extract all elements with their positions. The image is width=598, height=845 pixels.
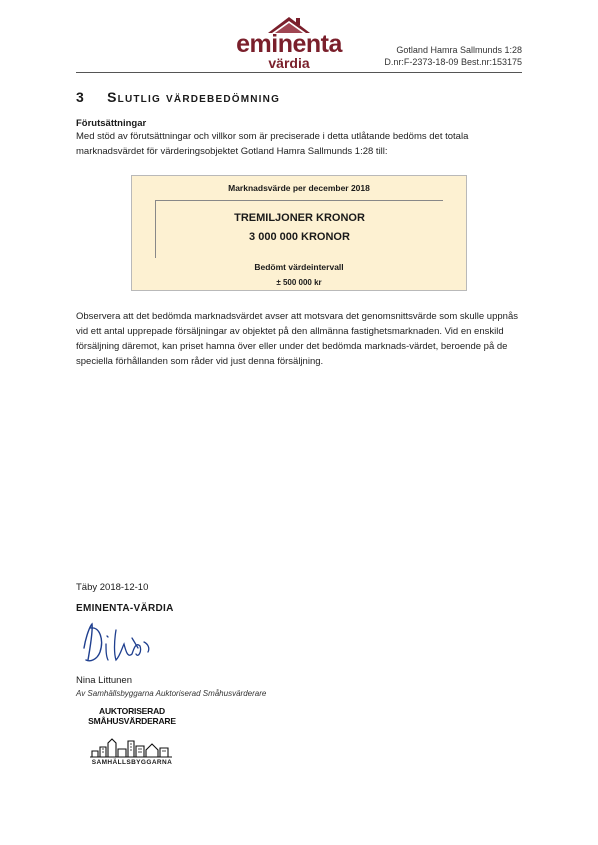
stamp-line-1: AUKTORISERAD: [99, 706, 165, 716]
note-paragraph: Observera att det bedömda marknadsvärdet avser att motsvara det genomsnittsvärde som skulle uppnås vid ett antal upprepade försäljningar av objektet på den allmänna fastighetsmarknaden. Vid en enskild försäljning däremot, kan priset hamna över eller under det bedömda marknads-värdet, beroende på de speciella förhållanden som råder vid just denna försäljning.: [76, 311, 518, 367]
signer-name: Nina Littunen: [76, 675, 132, 686]
section-heading: [76, 89, 280, 105]
skyline-icon: [88, 736, 172, 758]
header-property: Gotland Hamra Sallmunds 1:28: [396, 45, 522, 55]
logo-wordmark: eminenta: [236, 30, 342, 58]
intro-paragraph: Med stöd av förutsättningar och villkor som är preciserade i detta utlåtande bedöms det totala marknadsvärdet för värderingsobjektet Gotland Hamra Sallmunds 1:28 till:: [76, 131, 469, 157]
place-date: Täby 2018-12-10: [76, 582, 149, 593]
certification-stamp: [82, 706, 182, 768]
signer-title: Av Samhällsbyggarna Auktoriserad Småhusvärderare: [76, 689, 267, 698]
handwritten-signature: [78, 618, 158, 670]
intro-heading: Förutsättningar: [76, 118, 147, 129]
company-name: EMINENTA-VÄRDIA: [76, 603, 174, 614]
header-reference-number: D.nr:F-2373-18-09 Best.nr:153175: [384, 57, 522, 67]
valuation-title: Marknadsvärde per december 2018: [228, 183, 370, 193]
valuation-interval-value: ± 500 000 kr: [276, 278, 322, 287]
valuation-amount-number: 3 000 000 KRONOR: [249, 231, 350, 243]
logo-subtitle: värdia: [268, 55, 310, 71]
valuation-interval-label: Bedömt värdeintervall: [254, 262, 344, 272]
valuation-amount-words: TREMILJONER KRONOR: [234, 212, 365, 224]
section-title: Slutlig värdebedömning: [107, 89, 281, 105]
header-divider: [76, 72, 522, 73]
company-logo: [232, 14, 346, 72]
stamp-line-3: SAMHÄLLSBYGGARNA: [91, 759, 173, 766]
stamp-line-2: SMÅHUSVÄRDERARE: [88, 716, 176, 726]
section-number: 3: [76, 89, 85, 105]
valuation-box: [131, 175, 467, 291]
header-reference: [384, 44, 522, 68]
valuation-amount-frame: [155, 200, 443, 258]
